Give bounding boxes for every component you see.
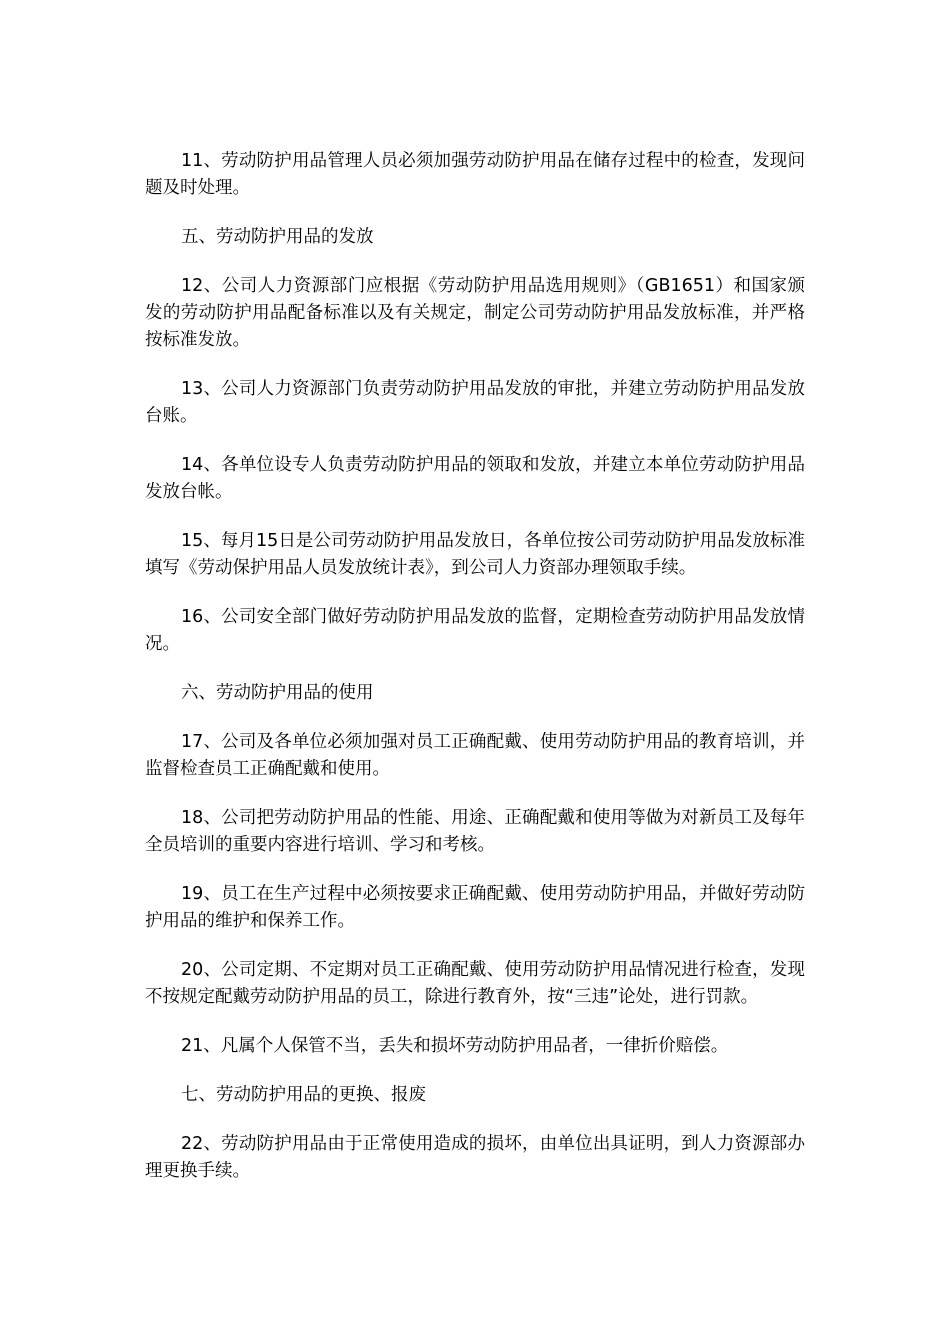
clause-22: 22、劳动防护用品由于正常使用造成的损坏，由单位出具证明，到人力资源部办理更换手续。 [145, 1134, 805, 1181]
section-heading-6: 六、劳动防护用品的使用 [181, 683, 374, 703]
document-body [145, 148, 805, 1207]
clause-14: 14、各单位设专人负责劳动防护用品的领取和发放，并建立本单位劳动防护用品发放台帐。 [145, 455, 805, 502]
clause-19: 19、员工在生产过程中必须按要求正确配戴、使用劳动防护用品，并做好劳动防护用品的维护和保养工作。 [145, 884, 805, 931]
clause-18: 18、公司把劳动防护用品的性能、用途、正确配戴和使用等做为对新员工及每年全员培训的重要内容进行培训、学习和考核。 [145, 808, 805, 855]
clause-16: 16、公司安全部门做好劳动防护用品发放的监督，定期检查劳动防护用品发放情况。 [145, 607, 805, 654]
clause-20: 20、公司定期、不定期对员工正确配戴、使用劳动防护用品情况进行检查，发现不按规定配戴劳动防护用品的员工，除进行教育外，按“三违”论处，进行罚款。 [145, 960, 805, 1007]
clause-12: 12、公司人力资源部门应根据《劳动防护用品选用规则》（GB1651）和国家颁发的劳动防护用品配备标准以及有关规定，制定公司劳动防护用品发放标准，并严格按标准发放。 [145, 276, 805, 350]
clause-21: 21、凡属个人保管不当，丢失和损坏劳动防护用品者，一律折价赔偿。 [181, 1036, 729, 1056]
section-heading-7: 七、劳动防护用品的更换、报废 [181, 1085, 426, 1105]
clause-17: 17、公司及各单位必须加强对员工正确配戴、使用劳动防护用品的教育培训，并监督检查员工正确配戴和使用。 [145, 732, 805, 779]
section-heading-5: 五、劳动防护用品的发放 [181, 227, 374, 247]
clause-13: 13、公司人力资源部门负责劳动防护用品发放的审批，并建立劳动防护用品发放台账。 [145, 379, 805, 426]
clause-11: 11、劳动防护用品管理人员必须加强劳动防护用品在储存过程中的检查，发现问题及时处理。 [145, 151, 805, 198]
clause-15: 15、每月15日是公司劳动防护用品发放日，各单位按公司劳动防护用品发放标准填写《劳动保护用品人员发放统计表》，到公司人力资部办理领取手续。 [145, 531, 805, 578]
